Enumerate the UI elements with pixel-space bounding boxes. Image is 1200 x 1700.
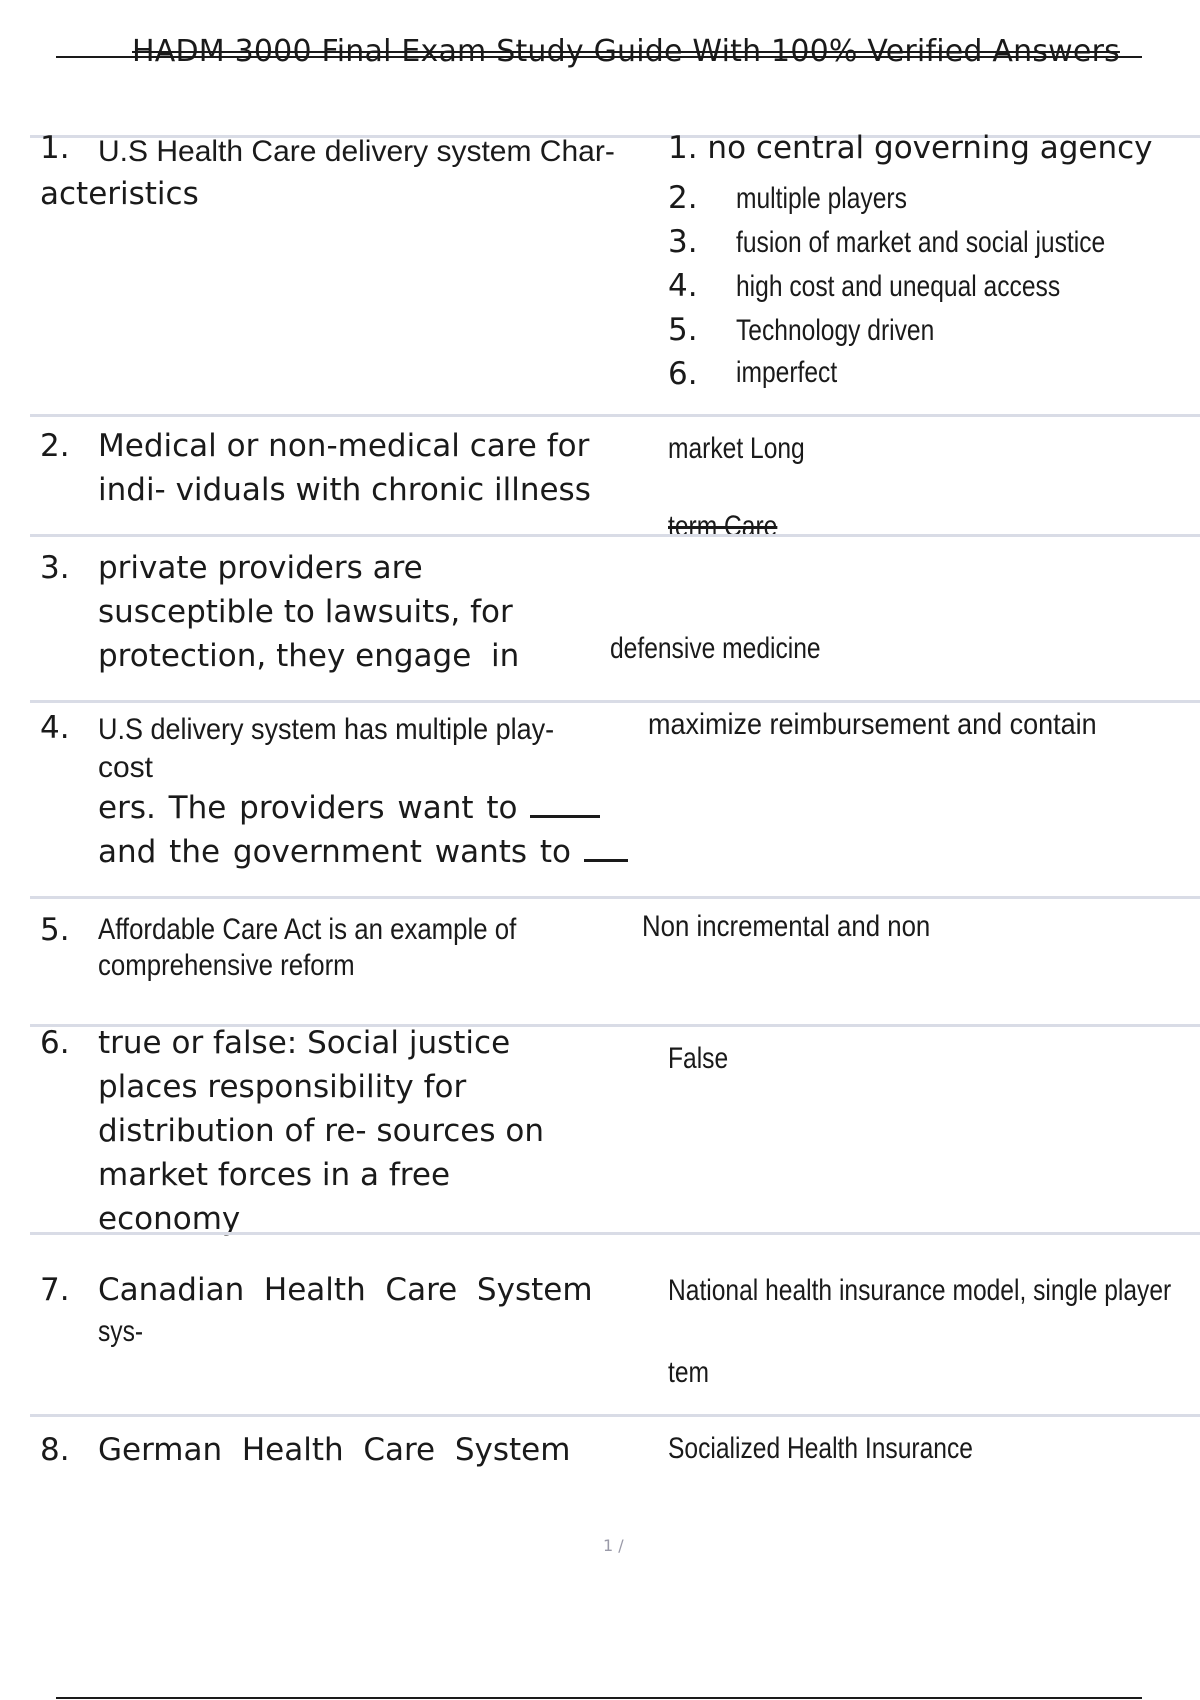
card-question-line: and the government wants to [98,830,628,874]
card-question-line: susceptible to lawsuits, for [98,594,513,630]
document-title: HADM 3000 Final Exam Study Guide With 100% Verified Answers [132,34,1120,69]
card-answer-line: term Care [668,510,778,543]
answer-list-item: fusion of market and social justice [736,226,1106,259]
card-answer: Socialized Health Insurance [668,1432,973,1465]
card-question-line: places responsibility for [98,1069,467,1105]
card-question-line: U.S delivery system has multiple play- [98,713,555,746]
card-question-line: Canadian Health Care System [98,1272,593,1308]
card-divider [30,534,1200,537]
card-question-line: indi- viduals with chronic illness [98,472,591,508]
card-answer: maximize reimbursement and contain [648,708,1097,741]
card-question-line: protection, they engage in [98,638,520,674]
card-question-line: cost [98,751,154,784]
card-answer: Non incremental and non [642,910,931,943]
card-question-line: comprehensive reform [98,949,355,982]
card-question-line: German Health Care System [98,1432,571,1468]
card-number: 2. [40,428,70,464]
card-question-line: economy [98,1201,241,1237]
card-divider [30,700,1200,703]
card-number: 1. [40,130,70,166]
answer-list-number: 2. [668,180,698,216]
card-number: 7. [40,1272,70,1308]
answer-list-number: 3. [668,224,698,260]
card-question-line: private providers are [98,550,423,586]
answer-list-item: Technology driven [736,314,935,347]
card-answer-line: tem [668,1356,710,1389]
card-question-line: Affordable Care Act is an example of [98,913,517,946]
card-question-line: sys- [98,1315,144,1348]
card-question-line: U.S Health Care delivery system Char- [98,135,615,168]
answer-list-item: high cost and unequal access [736,270,1061,303]
answer-list-item: multiple players [736,182,907,215]
card-answer-line: National health insurance model, single player [668,1274,1172,1307]
card-answer-line: market Long [668,432,805,465]
footer-rule [56,1697,1142,1699]
answer-list-number: 6. [668,356,698,392]
answer-list-item: imperfect [736,356,838,389]
answer-list-number: 5. [668,312,698,348]
card-divider [30,1414,1200,1417]
answer-list-number: 4. [668,268,698,304]
fill-in-blank [530,815,600,818]
card-divider [30,896,1200,899]
page-number: 1 / [603,1536,624,1555]
card-question-line: ers. The providers want to [98,786,600,830]
card-question-line: distribution of re- sources on [98,1113,544,1149]
card-answer: 1. no central governing agency [668,130,1153,166]
card-number: 4. [40,710,70,746]
card-number: 8. [40,1432,70,1468]
fill-in-blank [584,859,628,862]
card-divider [30,414,1200,417]
card-number: 6. [40,1025,70,1061]
card-question-line: acteristics [40,176,199,212]
card-question-line: Medical or non-medical care for [98,428,590,464]
card-question-line: market forces in a free [98,1157,451,1193]
card-question-line: true or false: Social justice [98,1025,511,1061]
card-answer: False [668,1042,729,1075]
card-number: 3. [40,550,70,586]
card-number: 5. [40,912,70,948]
card-divider [30,1232,1200,1235]
card-answer: defensive medicine [610,632,821,665]
